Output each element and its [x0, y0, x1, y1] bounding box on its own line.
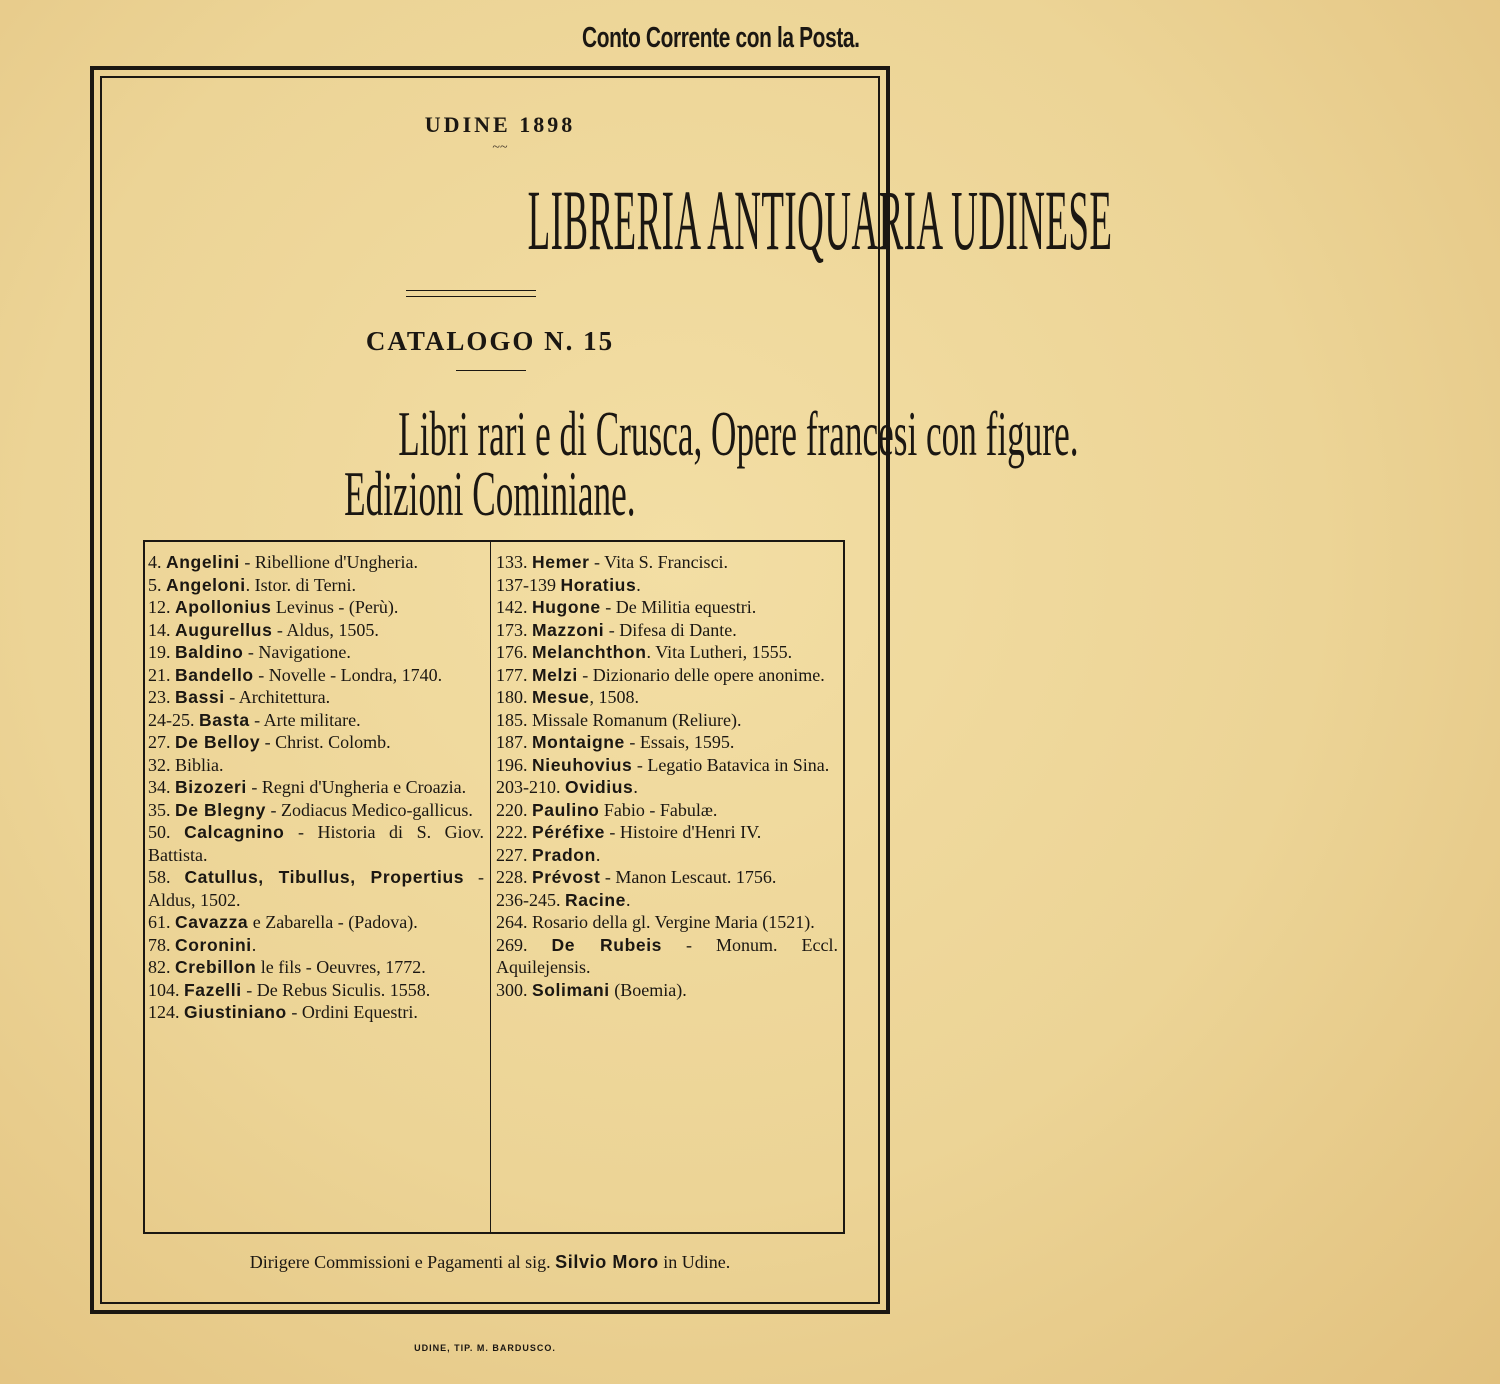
entry-number: 19.	[148, 642, 171, 662]
entry-author: Pradon	[532, 844, 596, 865]
entry-description: - Vita S. Francisci.	[589, 552, 729, 572]
entry-author: Bassi	[175, 687, 225, 707]
entry-author: Paulino	[532, 799, 600, 820]
entry-author: Melzi	[532, 664, 578, 685]
catalogue-entry	[496, 619, 838, 642]
entry-description: - Regni d'Ungheria e Croazia.	[246, 777, 467, 797]
entry-number: 227.	[496, 844, 528, 865]
catalogue-entry	[496, 821, 838, 844]
entry-description: - Difesa di Dante.	[604, 619, 737, 640]
entry-number: 4.	[148, 552, 162, 572]
catalogue-entry	[148, 754, 484, 777]
entry-description: - Aldus, 1502.	[148, 867, 485, 910]
entry-number: 104.	[148, 979, 180, 1000]
entry-number: 61.	[148, 912, 171, 932]
entry-author: Solimani	[532, 979, 610, 1000]
entry-author: Apollonius	[175, 597, 272, 617]
entry-author: Melanchthon	[532, 642, 647, 662]
subtitle-line-2: Edizioni Cominiane.	[344, 458, 636, 529]
entry-author: Angelini	[166, 552, 240, 572]
entry-description: .	[251, 934, 257, 955]
entry-author: Hugone	[532, 597, 601, 617]
entry-description: , 1508.	[589, 687, 639, 707]
catalogue-entry	[148, 641, 484, 664]
catalogue-entry	[496, 641, 838, 664]
entry-description: - Historia di S. Giov. Battista.	[148, 822, 485, 865]
entry-author: De Belloy	[175, 732, 261, 752]
entry-description: - Zodiacus Medico-gallicus.	[265, 799, 473, 820]
entry-author: Bandello	[175, 664, 254, 685]
entry-description: Biblia.	[175, 754, 224, 775]
entry-number: 82.	[148, 957, 171, 977]
entry-author: Fazelli	[184, 979, 242, 1000]
entry-description: - Legatio Batavica in Sina.	[632, 754, 830, 775]
entry-author: Bizozeri	[175, 777, 247, 797]
entry-description: . Istor. di Terni.	[245, 574, 357, 595]
catalogue-entry	[148, 866, 484, 911]
entry-number: 35.	[148, 799, 171, 820]
catalogue-entry	[148, 956, 484, 979]
entry-description: - Manon Lescaut. 1756.	[600, 867, 777, 887]
entry-number: 23.	[148, 687, 171, 707]
main-title	[140, 170, 1113, 270]
entry-number: 203-210.	[496, 777, 561, 797]
entry-description: Rosario della gl. Vergine Maria (1521).	[532, 912, 815, 932]
entry-number: 27.	[148, 732, 171, 752]
catalogue-entry	[496, 979, 838, 1002]
entry-number: 14.	[148, 619, 171, 640]
entry-description: Levinus - (Perù).	[271, 597, 399, 617]
double-rule	[406, 290, 536, 297]
entry-description: - De Rebus Siculis. 1558.	[241, 979, 431, 1000]
order-instructions	[100, 1252, 880, 1273]
catalogue-entry	[496, 574, 838, 597]
entry-number: 34.	[148, 777, 171, 797]
catalogue-entry	[148, 664, 484, 687]
entry-number: 177.	[496, 664, 528, 685]
entry-number: 185.	[496, 709, 528, 730]
entry-description: .	[626, 889, 631, 910]
entry-number: 187.	[496, 732, 528, 752]
catalogue-entry	[148, 709, 484, 732]
entry-number: 176.	[496, 642, 528, 662]
entry-author: Crebillon	[175, 957, 257, 977]
entry-description: - Architettura.	[224, 687, 331, 707]
catalogue-entry	[148, 776, 484, 799]
catalogue-entry	[148, 1001, 484, 1024]
entry-description: - Ordini Equestri.	[286, 1002, 418, 1022]
entry-number: 196.	[496, 754, 528, 775]
entry-description: - Arte militare.	[249, 709, 361, 730]
catalogue-entry	[148, 574, 484, 597]
entry-author: Cavazza	[175, 912, 249, 932]
catalogue-entry	[496, 731, 838, 754]
subtitle-line-1: Libri rari e di Crusca, Opere francesi con figure.	[398, 398, 1079, 469]
entry-author: Calcagnino	[184, 822, 285, 842]
catalogue-entry	[496, 754, 838, 777]
catalogue-entry	[148, 934, 484, 957]
entry-author: Augurellus	[175, 619, 273, 640]
entry-description: .	[595, 844, 601, 865]
catalogue-entry	[496, 866, 838, 889]
entry-number: 32.	[148, 754, 171, 775]
entry-description: . Vita Lutheri, 1555.	[646, 642, 793, 662]
entry-author: Péréfixe	[532, 822, 605, 842]
entry-number: 228.	[496, 867, 528, 887]
entry-number: 269.	[496, 934, 528, 955]
entry-author: Nieuhovius	[532, 754, 633, 775]
catalogue-entry	[496, 596, 838, 619]
entry-author: Catullus, Tibullus, Propertius	[184, 867, 465, 887]
catalogue-entry	[148, 821, 484, 866]
entry-author: Mesue	[532, 687, 590, 707]
postal-account-note: Conto Corrente con la Posta.	[582, 22, 860, 54]
entry-description: - Dizionario delle opere anonime.	[577, 664, 825, 685]
catalogue-entry	[496, 799, 838, 822]
entry-description: - De Militia equestri.	[600, 597, 757, 617]
entry-description: - Navigatione.	[243, 642, 351, 662]
entry-number: 300.	[496, 979, 528, 1000]
catalogue-entry	[148, 551, 484, 574]
catalogue-entry	[496, 686, 838, 709]
short-rule	[456, 370, 526, 371]
entry-number: 220.	[496, 799, 528, 820]
entry-description: (Boemia).	[609, 979, 687, 1000]
column-divider	[490, 542, 491, 1232]
entry-description: .	[633, 777, 638, 797]
entry-author: De Rubeis	[551, 934, 662, 955]
entry-number: 236-245.	[496, 889, 561, 910]
entry-number: 142.	[496, 597, 528, 617]
catalogue-entry	[148, 596, 484, 619]
entry-author: Mazzoni	[532, 619, 605, 640]
main-title-text: LIBRERIA ANTIQUARIA UDINESE	[527, 172, 1113, 268]
entry-description: - Aldus, 1505.	[272, 619, 379, 640]
entry-description: - Histoire d'Henri IV.	[604, 822, 762, 842]
entry-number: 264.	[496, 912, 528, 932]
entry-description: - Essais, 1595.	[624, 732, 735, 752]
catalogue-entry	[148, 911, 484, 934]
catalogue-number: CATALOGO N. 15	[365, 326, 615, 356]
catalogue-entry	[148, 979, 484, 1002]
catalogue-entry	[496, 709, 838, 732]
catalogue-entry	[496, 664, 838, 687]
listing-right-column	[496, 551, 838, 1001]
printer-imprint: UDINE, TIP. M. BARDUSCO.	[414, 1343, 556, 1353]
entry-number: 50.	[148, 822, 171, 842]
listing-left-column	[148, 551, 484, 1024]
entry-number: 24-25.	[148, 709, 195, 730]
entry-description: - Monum. Eccl. Aquilejensis.	[496, 934, 838, 977]
catalogue-entry	[148, 799, 484, 822]
order-prefix: Dirigere Commissioni e Pagamenti al sig.	[249, 1252, 551, 1272]
entry-author: Montaigne	[532, 732, 625, 752]
order-suffix: in Udine.	[663, 1252, 731, 1272]
entry-description: Missale Romanum (Reliure).	[532, 709, 742, 730]
entry-author: Ovidius	[565, 777, 634, 797]
ornament-swirl: ~~	[492, 140, 508, 155]
entry-author: Giustiniano	[184, 1002, 287, 1022]
entry-number: 173.	[496, 619, 528, 640]
catalogue-entry	[496, 551, 838, 574]
city-year: UDINE 1898	[424, 112, 576, 137]
entry-number: 124.	[148, 1002, 180, 1022]
entry-number: 137-139	[496, 574, 556, 595]
entry-number: 21.	[148, 664, 171, 685]
entry-author: Hemer	[532, 552, 590, 572]
entry-author: Basta	[199, 709, 250, 730]
catalogue-entry	[148, 619, 484, 642]
entry-author: De Blegny	[175, 799, 266, 820]
entry-description: e Zabarella - (Padova).	[248, 912, 418, 932]
catalogue-entry	[148, 731, 484, 754]
entry-description: .	[636, 574, 641, 595]
catalogue-entry	[496, 889, 838, 912]
catalogue-entry	[496, 844, 838, 867]
entry-description: - Ribellione d'Ungheria.	[239, 552, 419, 572]
entry-number: 133.	[496, 552, 528, 572]
entry-author: Horatius	[560, 574, 637, 595]
entry-description: le fils - Oeuvres, 1772.	[256, 957, 426, 977]
entry-author: Baldino	[175, 642, 244, 662]
subtitle	[120, 398, 1079, 529]
entry-description: Fabio - Fabulæ.	[599, 799, 718, 820]
entry-description: - Christ. Colomb.	[260, 732, 391, 752]
catalogue-entry	[496, 911, 838, 934]
entry-author: Angeloni	[166, 574, 246, 595]
entry-author: Prévost	[532, 867, 601, 887]
agent-name: Silvio Moro	[555, 1252, 659, 1272]
entry-description: - Novelle - Londra, 1740.	[253, 664, 443, 685]
catalogue-entry	[496, 934, 838, 979]
entry-number: 78.	[148, 934, 171, 955]
entry-author: Coronini	[175, 934, 252, 955]
entry-number: 180.	[496, 687, 528, 707]
entry-number: 12.	[148, 597, 171, 617]
catalogue-entry	[496, 776, 838, 799]
entry-number: 222.	[496, 822, 528, 842]
catalogue-entry	[148, 686, 484, 709]
entry-number: 5.	[148, 574, 162, 595]
entry-number: 58.	[148, 867, 171, 887]
entry-author: Racine	[565, 889, 626, 910]
